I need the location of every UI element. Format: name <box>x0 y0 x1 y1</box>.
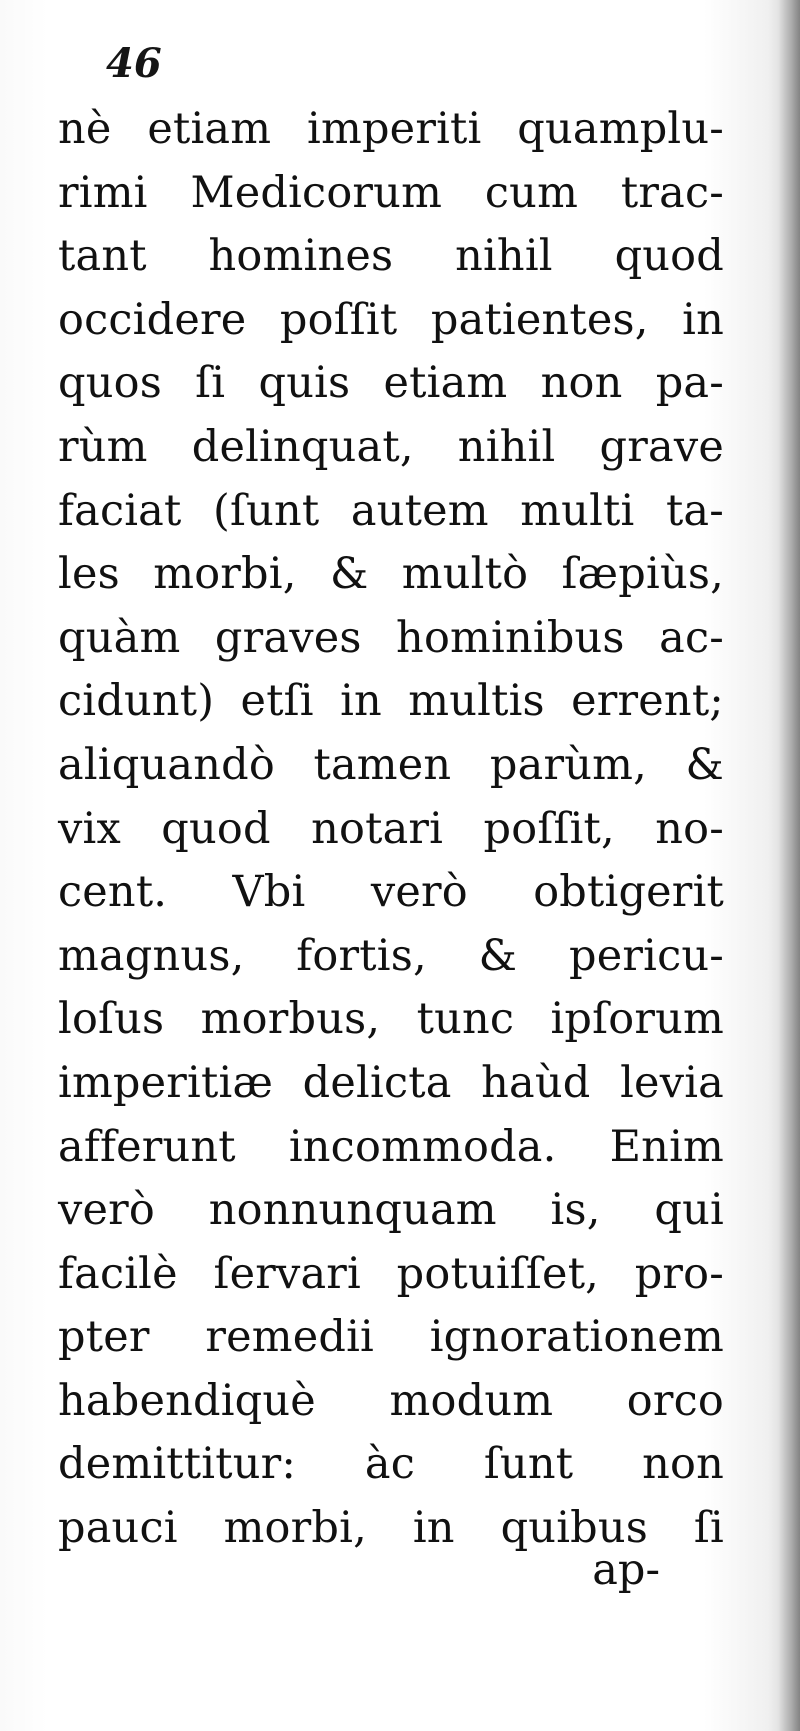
text-line: faciat (ſunt autem multi ta- <box>58 485 724 536</box>
text-line: imperitiæ delicta haùd levia <box>58 1057 724 1108</box>
text-line: pter remedii ignorationem <box>58 1312 724 1363</box>
text-line: aliquandò tamen parùm, & <box>58 739 724 790</box>
catchword: ap- <box>592 1545 660 1595</box>
text-line: nè etiam imperiti quamplu- <box>58 104 724 154</box>
text-line: quos ſi quis etiam non pa- <box>58 358 724 409</box>
text-line: tant homines nihil quod <box>58 231 724 282</box>
text-line: cent. Vbi verò obtigerit <box>58 867 724 918</box>
text-line: verò nonnunquam is, qui <box>58 1185 724 1236</box>
text-line: loſus morbus, tunc ipſorum <box>58 994 724 1045</box>
text-line: pauci morbi, in quibus ſi <box>58 1503 724 1554</box>
text-line: habendiquè modum orco <box>58 1375 724 1426</box>
text-line: les morbi, & multò ſæpiùs, <box>58 549 724 600</box>
page-edge-shadow <box>778 0 800 1731</box>
text-line: magnus, fortis, & pericu- <box>58 930 724 981</box>
page-number: 46 <box>106 40 162 87</box>
text-line: rùm delinquat, nihil grave <box>58 421 724 472</box>
text-line: occidere poſſit patientes, in <box>58 294 724 345</box>
text-line: vix quod notari poſſit, no- <box>58 803 724 854</box>
text-line: demittitur: àc ſunt non <box>58 1439 724 1490</box>
text-line: quàm graves hominibus ac- <box>58 612 724 663</box>
text-line: rimi Medicorum cum trac- <box>58 167 724 218</box>
text-line: cidunt) etſi in multis errent; <box>58 676 724 727</box>
body-text <box>58 98 724 1561</box>
text-line: afferunt incommoda. Enim <box>58 1121 724 1172</box>
text-line: facilè ſervari potuiſſet, pro- <box>58 1248 724 1299</box>
